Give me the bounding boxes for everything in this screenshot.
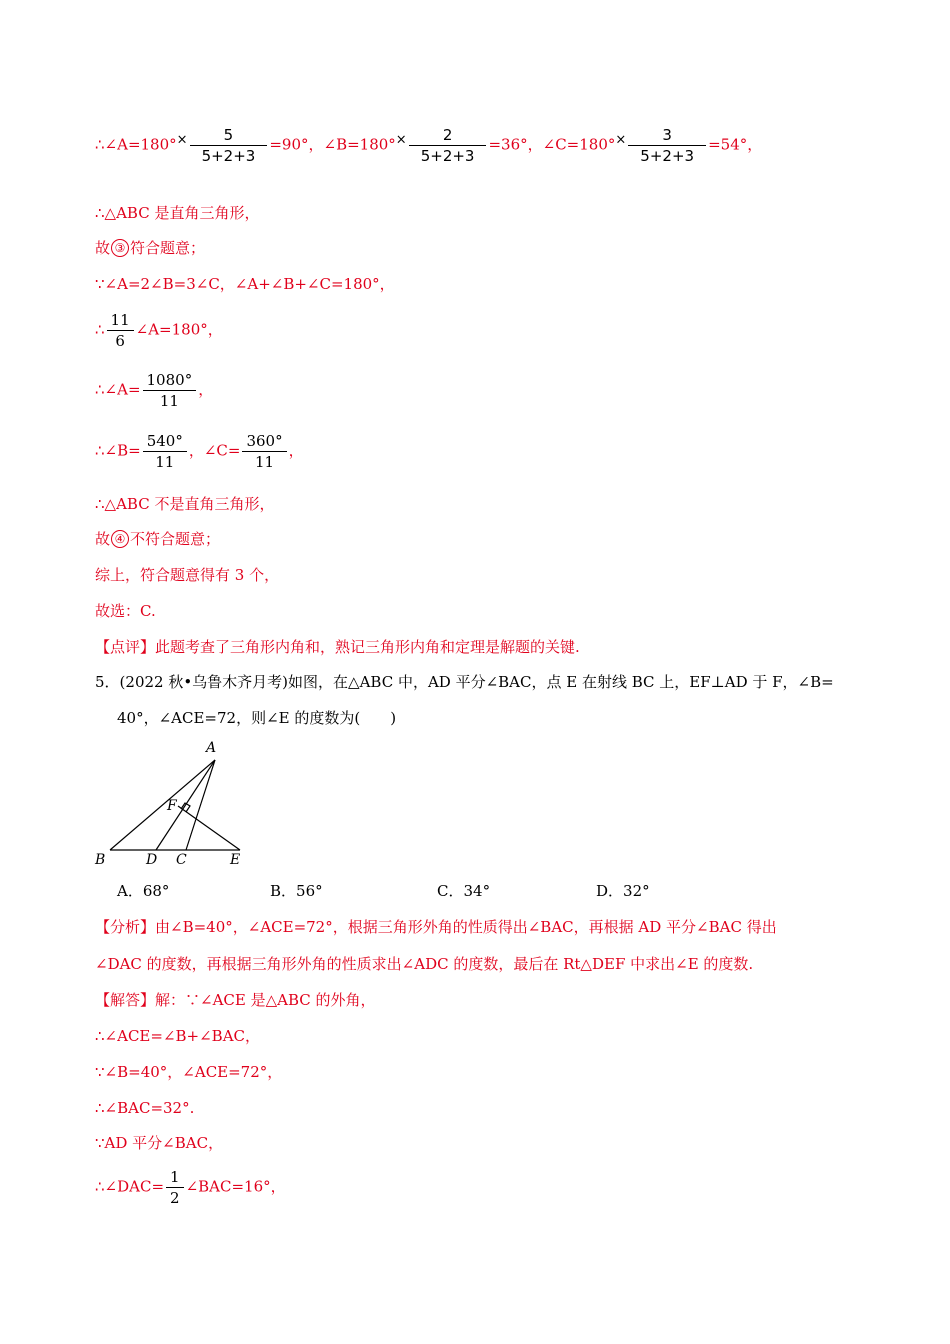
solution-line-fraction: ∴∠A= $\frac{1080^\circ}{11}$ ， <box>95 371 214 410</box>
solution-line-fraction: ∴ $\frac{11}{6}$ ∠A=180°， <box>95 311 223 350</box>
fraction: $\frac{1080^\circ}{11}$ <box>143 371 197 410</box>
solution-line: ∵∠A=2∠B=3∠C，∠A+∠B+∠C=180°， <box>95 275 395 293</box>
fraction: $\frac{1}{2}$ <box>166 1168 184 1207</box>
circled-number: ③ <box>111 239 129 257</box>
text: =90°，∠B=180° <box>269 135 396 154</box>
choice-b[interactable]: B．56° <box>270 882 323 900</box>
solution-line: ∵∠B=40°，∠ACE=72°， <box>95 1063 283 1081</box>
solution-line: 故 ③ 符合题意； <box>95 239 206 257</box>
solution-line-fraction: ∴∠B= $\frac{540^\circ}{11}$ ，∠C= $\frac{360^\circ}{11}$ ， <box>95 432 304 471</box>
fraction: $\frac{11}{6}$ <box>107 311 134 350</box>
label-D: D <box>146 852 158 868</box>
line-EF <box>178 806 240 850</box>
label-E: E <box>230 852 241 868</box>
label-F: F <box>167 798 177 814</box>
times-sign: × <box>395 132 407 148</box>
solution-line: ∴△ABC 是直角三角形， <box>95 204 260 222</box>
choice-a[interactable]: A．68° <box>117 882 170 900</box>
analysis-line: 【分析】由∠B=40°，∠ACE=72°，根据三角形外角的性质得出∠BAC，再根据 AD 平分∠BAC 得出 <box>95 918 777 936</box>
label-A: A <box>206 740 217 756</box>
choice-d[interactable]: D．32° <box>596 882 650 900</box>
fraction: $\frac{2}{5+2+3}$ <box>409 126 487 165</box>
fraction: $\frac{3}{5+2+3}$ <box>628 126 706 165</box>
solution-line: 故选：C. <box>95 602 156 620</box>
line-AC <box>186 760 215 850</box>
solution-line: 【解答】解：∵∠ACE 是△ABC 的外角， <box>95 991 376 1009</box>
text: =54°， <box>708 135 763 154</box>
times-sign: × <box>176 132 188 148</box>
solution-line-fraction: ∴∠DAC= $\frac{1}{2}$ ∠BAC=16°， <box>95 1168 286 1207</box>
comment-line: 【点评】此题考查了三角形内角和，熟记三角形内角和定理是解题的关键. <box>95 638 580 656</box>
choice-c[interactable]: C．34° <box>437 882 491 900</box>
solution-line: ∴∠BAC=32°. <box>95 1099 195 1117</box>
line-AB <box>110 760 215 850</box>
analysis-line: ∠DAC 的度数，再根据三角形外角的性质求出∠ADC 的度数，最后在 Rt△DEF 中求出∠E 的度数. <box>95 955 754 973</box>
text: =36°，∠C=180° <box>488 135 616 154</box>
text: ∴∠A=180° <box>95 135 177 154</box>
triangle-figure <box>90 736 260 871</box>
fraction: $\frac{5}{5+2+3}$ <box>190 126 268 165</box>
fraction: $\frac{540^\circ}{11}$ <box>143 432 187 471</box>
question-5-stem-cont: 40°，∠ACE=72，则∠E 的度数为( ) <box>117 709 397 727</box>
solution-line: ∵AD 平分∠BAC， <box>95 1134 224 1152</box>
line-AD <box>156 760 215 850</box>
solution-line: ∴△ABC 不是直角三角形， <box>95 495 275 513</box>
fraction: $\frac{360^\circ}{11}$ <box>242 432 286 471</box>
solution-line: 故 ④ 不符合题意； <box>95 530 221 548</box>
solution-line: ∴∠ACE=∠B+∠BAC， <box>95 1027 261 1045</box>
circled-number: ④ <box>111 530 129 548</box>
label-B: B <box>95 852 106 868</box>
label-C: C <box>176 852 187 868</box>
solution-line-angles <box>95 126 762 165</box>
times-sign: × <box>615 132 627 148</box>
solution-line: 综上，符合题意得有 3 个， <box>95 566 280 584</box>
question-5-stem: 5．(2022 秋•乌鲁木齐月考)如图，在△ABC 中，AD 平分∠BAC，点 E 在射线 BC 上，EF⊥AD 于 F，∠B= <box>95 673 834 691</box>
